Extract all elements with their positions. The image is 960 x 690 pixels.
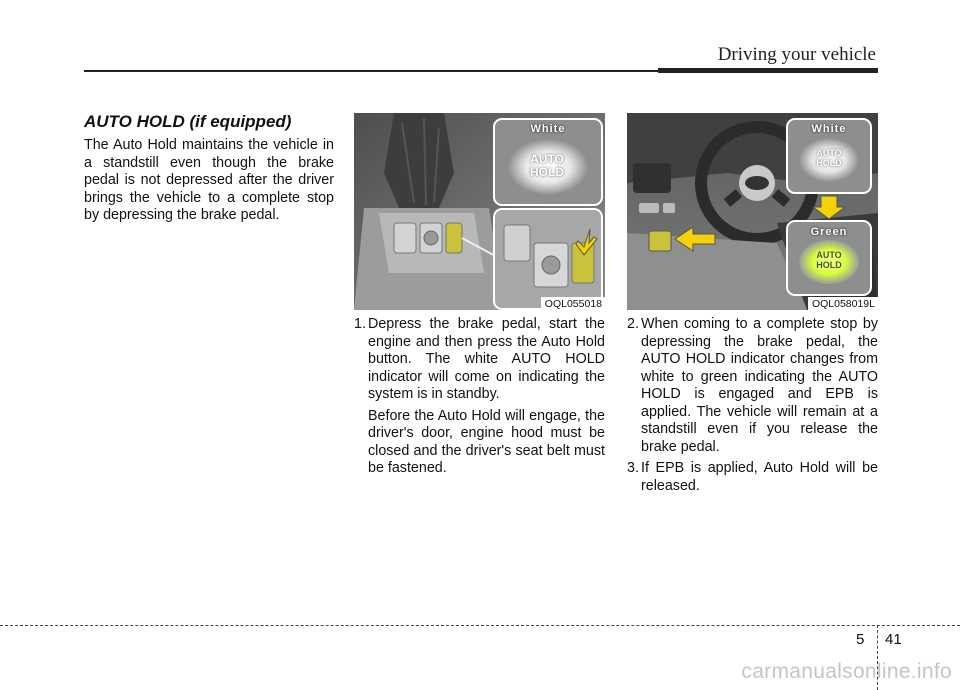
- header-rule: [84, 70, 658, 72]
- watermark: carmanualsonline.info: [741, 660, 952, 683]
- footer-rule: [0, 625, 960, 626]
- step-text: Depress the brake pedal, start the engine and then press the Auto Hold button. The white AUTO HOLD indicator will come on indicating the system is in standby.: [368, 316, 605, 402]
- cockpit-illustration: [627, 113, 878, 310]
- auto-hold-indicator-white: AUTO HOLD: [816, 148, 842, 168]
- step-number: 1.: [354, 316, 366, 332]
- indicator-color-label-green: Green: [810, 226, 848, 238]
- list-item: [354, 316, 605, 404]
- auto-hold-indicator: AUTO HOLD: [530, 152, 564, 179]
- step-text: When coming to a complete stop by depressing the brake pedal, the AUTO HOLD indicator changes from white to green indicating the AUTO HOLD is engaged and EPB is applied. The vehicle will remain at a standstill even if you release the brake pedal.: [641, 316, 878, 455]
- indicator-color-label: White: [811, 123, 847, 135]
- figure-code: OQL055018: [541, 297, 605, 310]
- figure-console-button: [354, 113, 605, 310]
- figure-code: OQL058019L: [808, 297, 878, 310]
- step-number: 3.: [627, 460, 639, 476]
- header-rule-accent: [658, 68, 878, 73]
- step-text: If EPB is applied, Auto Hold will be released.: [641, 460, 878, 494]
- section-intro: The Auto Hold maintains the vehicle in a standstill even though the brake pedal is not depressed after the driver brings the vehicle to a complete stop by depressing the brake pedal.: [84, 137, 334, 223]
- steps-column-2: [627, 316, 878, 499]
- indicator-color-label: White: [530, 123, 566, 135]
- list-item: [627, 460, 878, 495]
- steps-column-1: [354, 316, 605, 482]
- console-illustration: [354, 113, 605, 310]
- figure-cockpit: [627, 113, 878, 310]
- page-header-title: Driving your vehicle: [717, 44, 876, 65]
- page-number: 41: [885, 631, 902, 648]
- step-number: 2.: [627, 316, 639, 332]
- chapter-number: 5: [856, 631, 865, 648]
- list-item: [627, 316, 878, 456]
- section-title: AUTO HOLD (if equipped): [84, 112, 292, 131]
- step-note: Before the Auto Hold will engage, the driver's door, engine hood must be closed and the driver's seat belt must be fastened.: [368, 407, 605, 476]
- auto-hold-indicator-green: AUTO HOLD: [816, 250, 842, 270]
